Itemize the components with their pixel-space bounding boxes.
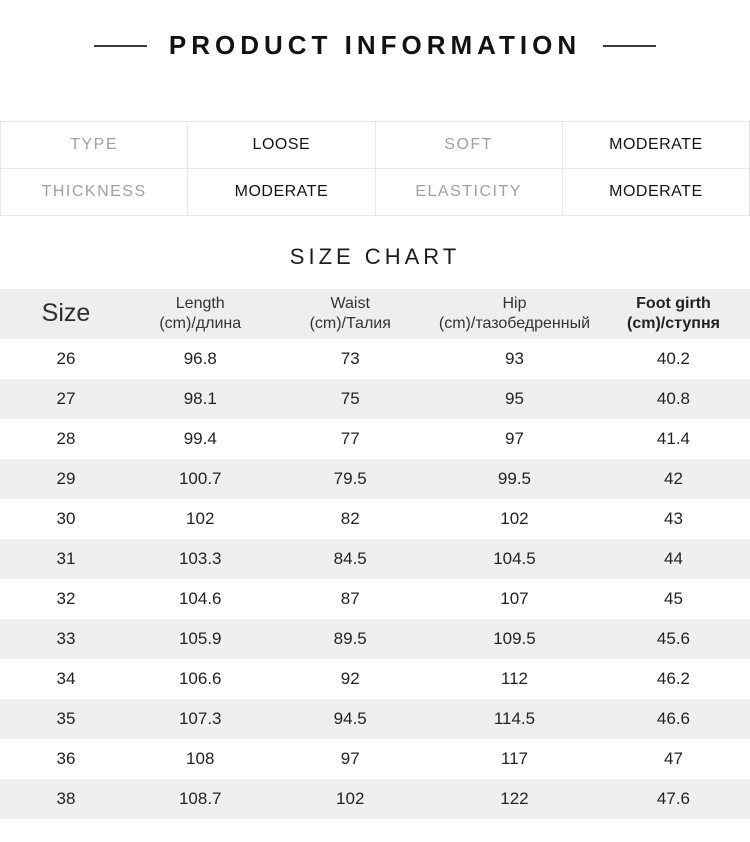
spec-value-thickness: MODERATE — [188, 169, 375, 216]
spec-value-elasticity: MODERATE — [562, 169, 749, 216]
size-chart-cell: 47 — [664, 749, 683, 768]
table-row — [0, 339, 750, 379]
size-chart-cell: 109.5 — [493, 629, 536, 648]
size-chart-cell: 105.9 — [178, 629, 222, 648]
size-chart-cell: 41.4 — [656, 429, 691, 448]
size-chart-cell: 73 — [340, 349, 360, 368]
size-chart-cell: 117 — [500, 749, 529, 768]
column-header-hip: Hip (cm)/тазобедренный — [438, 295, 591, 332]
table-row — [0, 419, 750, 459]
size-chart-cell: 106.6 — [178, 669, 222, 688]
size-chart-cell: 26 — [56, 349, 76, 368]
table-row — [0, 699, 750, 739]
size-chart-cell: 112 — [500, 669, 529, 688]
size-chart-cell: 89.5 — [333, 629, 367, 648]
size-chart-cell: 107 — [500, 589, 529, 608]
column-header-length: Length (cm)/длина — [159, 295, 242, 332]
size-chart-cell: 98.1 — [183, 389, 217, 408]
size-chart-cell: 94.5 — [333, 709, 367, 728]
column-header-foot-girth: Foot girth (cm)/ступня — [627, 295, 720, 332]
size-chart-cell: 36 — [56, 749, 76, 768]
column-header-waist: Waist (cm)/Талия — [309, 295, 391, 332]
size-chart-cell: 102 — [500, 509, 529, 528]
size-chart-cell: 104.6 — [178, 589, 222, 608]
size-chart-cell: 35 — [56, 709, 76, 728]
size-chart-cell: 77 — [340, 429, 360, 448]
spec-table — [0, 121, 750, 216]
size-chart-cell: 97 — [505, 429, 524, 448]
spec-label-type: TYPE — [1, 122, 188, 169]
size-chart-cell: 114.5 — [493, 709, 536, 728]
size-chart-cell: 104.5 — [493, 549, 536, 568]
size-chart-cell: 92 — [340, 669, 360, 688]
spec-row — [1, 169, 750, 216]
size-chart-cell: 84.5 — [333, 549, 367, 568]
table-row — [0, 779, 750, 819]
size-chart-cell: 32 — [56, 589, 76, 608]
size-chart-cell: 75 — [340, 389, 360, 408]
spec-label-elasticity: ELASTICITY — [375, 169, 562, 216]
size-chart-cell: 38 — [56, 789, 76, 808]
size-chart-cell: 95 — [505, 389, 524, 408]
size-chart-cell: 42 — [664, 469, 683, 488]
size-chart-cell: 40.2 — [656, 349, 691, 368]
size-chart-cell: 100.7 — [178, 469, 222, 488]
table-row — [0, 499, 750, 539]
table-row — [0, 579, 750, 619]
size-chart-cell: 122 — [500, 789, 529, 808]
table-row — [0, 659, 750, 699]
spec-value-type: LOOSE — [188, 122, 375, 169]
table-row — [0, 739, 750, 779]
size-chart-cell: 82 — [340, 509, 360, 528]
size-chart-cell: 44 — [664, 549, 683, 568]
page-title: PRODUCT INFORMATION — [168, 30, 582, 60]
size-chart-cell: 45 — [664, 589, 683, 608]
size-chart-cell: 107.3 — [178, 709, 222, 728]
size-chart-cell: 96.8 — [183, 349, 217, 368]
spec-value-soft: MODERATE — [562, 122, 749, 169]
size-chart-cell: 29 — [56, 469, 76, 488]
header-line-left — [94, 45, 147, 47]
size-chart-cell: 47.6 — [656, 789, 691, 808]
size-chart-cell: 99.4 — [183, 429, 217, 448]
size-chart-cell: 108.7 — [178, 789, 222, 808]
size-chart-cell: 31 — [56, 549, 76, 568]
size-chart-cell: 28 — [56, 429, 76, 448]
product-info-header — [0, 0, 750, 61]
table-row — [0, 539, 750, 579]
header-line-right — [603, 45, 656, 47]
table-row — [0, 379, 750, 419]
size-chart-cell: 33 — [56, 629, 76, 648]
table-row — [0, 459, 750, 499]
size-chart-cell: 46.6 — [656, 709, 691, 728]
size-chart-cell: 97 — [340, 749, 360, 768]
size-chart-cell: 27 — [56, 389, 76, 408]
size-chart-cell: 99.5 — [497, 469, 531, 488]
spec-label-thickness: THICKNESS — [1, 169, 188, 216]
spec-row — [1, 122, 750, 169]
size-chart-table — [0, 289, 750, 819]
column-header-size: Size — [41, 299, 91, 328]
size-chart-cell: 93 — [505, 349, 524, 368]
table-row — [0, 619, 750, 659]
size-chart-cell: 87 — [340, 589, 360, 608]
size-chart-cell: 46.2 — [656, 669, 691, 688]
spec-label-soft: SOFT — [375, 122, 562, 169]
size-chart-cell: 79.5 — [333, 469, 367, 488]
size-chart-cell: 34 — [56, 669, 76, 688]
size-chart-title: SIZE CHART — [289, 244, 461, 269]
size-chart-cell: 102 — [186, 509, 215, 528]
size-chart-cell: 30 — [56, 509, 76, 528]
size-chart-cell: 102 — [336, 789, 365, 808]
size-chart-cell: 45.6 — [656, 629, 691, 648]
size-chart-cell: 40.8 — [656, 389, 691, 408]
size-chart-cell: 103.3 — [178, 549, 222, 568]
size-chart-body — [0, 339, 750, 819]
size-chart-cell: 108 — [186, 749, 215, 768]
size-chart-header-row — [0, 289, 750, 339]
size-chart-cell: 43 — [664, 509, 683, 528]
